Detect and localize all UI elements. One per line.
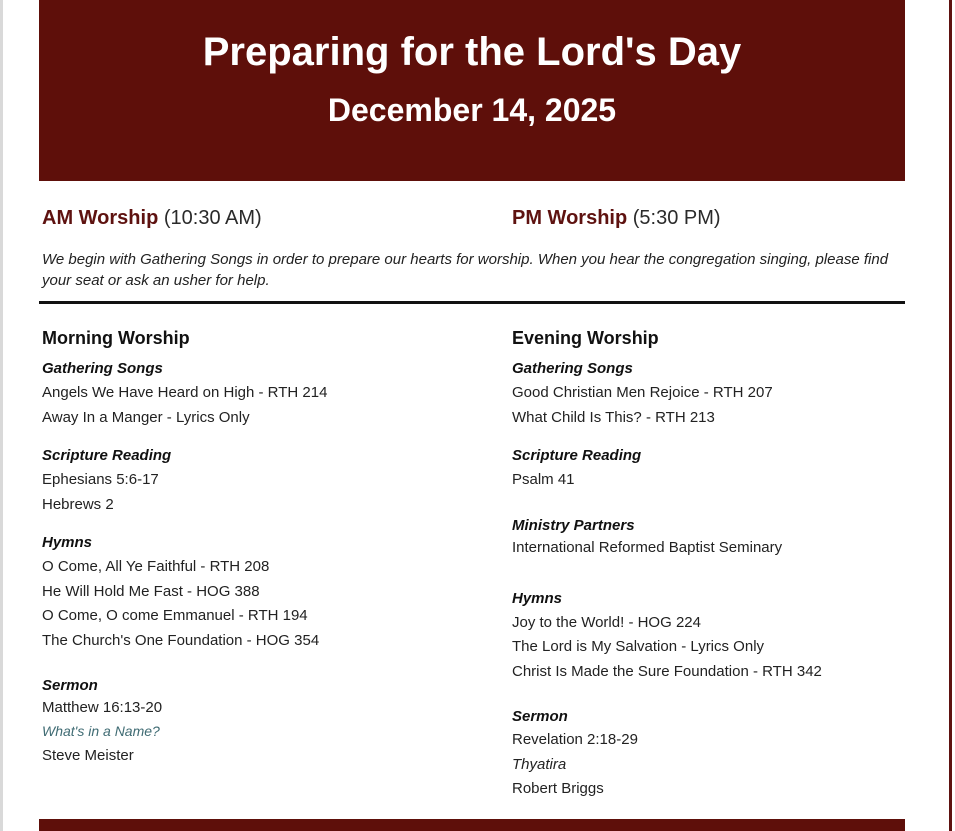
am-worship-heading	[42, 207, 262, 230]
page-left-edge	[0, 0, 3, 831]
evening-sermon-title: Thyatira	[512, 755, 567, 773]
morning-column	[42, 326, 462, 768]
evening-gathering-label: Gathering Songs	[512, 360, 633, 377]
evening-hymns-label: Hymns	[512, 589, 563, 607]
evening-partners-label: Ministry Partners	[512, 516, 635, 534]
pm-worship-label: PM Worship	[512, 207, 628, 229]
evening-gathering-song: Good Christian Men Rejoice - RTH 207	[512, 384, 773, 401]
page-right-border	[949, 0, 952, 831]
header-banner	[39, 0, 905, 181]
morning-sermon-text: Matthew 16:13-20	[42, 699, 163, 716]
evening-sermon-text: Revelation 2:18-29	[512, 731, 638, 748]
evening-partners: International Reformed Baptist Seminary	[512, 538, 783, 556]
page-date: December 14, 2025	[327, 92, 617, 128]
morning-title: Morning Worship	[42, 328, 190, 348]
morning-gathering-song: Angels We Have Heard on High - RTH 214	[42, 384, 328, 401]
evening-hymn: The Lord is My Salvation - Lyrics Only	[512, 638, 765, 655]
morning-scripture-item: Hebrews 2	[42, 495, 114, 513]
evening-hymn: Christ Is Made the Sure Foundation - RTH 342	[512, 662, 822, 680]
morning-gathering-label: Gathering Songs	[42, 360, 163, 377]
am-worship-label: AM Worship	[42, 207, 159, 229]
evening-preacher: Robert Briggs	[512, 780, 604, 797]
pm-worship-time: (5:30 PM)	[632, 207, 721, 229]
pm-worship-heading	[512, 207, 721, 230]
intro-text: We begin with Gathering Songs in order to prepare our hearts for worship. When you hear the congregation singing, please find your seat or ask an usher for help.	[42, 251, 889, 289]
footer-bar	[39, 819, 905, 831]
section-divider	[39, 301, 905, 304]
page-title: Preparing for the Lord's Day	[202, 30, 742, 74]
morning-hymn: O Come, All Ye Faithful - RTH 208	[42, 558, 270, 575]
evening-hymn: Joy to the World! - HOG 224	[512, 613, 701, 631]
evening-column	[512, 326, 932, 802]
morning-preacher: Steve Meister	[42, 746, 134, 764]
morning-hymn: O Come, O come Emmanuel - RTH 194	[42, 607, 308, 624]
evening-sermon-label: Sermon	[512, 708, 568, 725]
morning-gathering-song: Away In a Manger - Lyrics Only	[42, 408, 250, 426]
am-worship-time: (10:30 AM)	[163, 207, 262, 229]
morning-scripture-label: Scripture Reading	[42, 447, 172, 464]
evening-scripture-item: Psalm 41	[512, 471, 575, 488]
morning-hymn: The Church's One Foundation - HOG 354	[42, 631, 320, 649]
morning-sermon-label: Sermon	[42, 677, 98, 694]
morning-hymns-label: Hymns	[42, 534, 93, 551]
morning-hymn: He Will Hold Me Fast - HOG 388	[42, 582, 260, 600]
morning-scripture-item: Ephesians 5:6-17	[42, 471, 159, 488]
evening-title: Evening Worship	[512, 328, 659, 348]
evening-gathering-song: What Child Is This? - RTH 213	[512, 408, 715, 426]
evening-scripture-label: Scripture Reading	[512, 447, 642, 464]
morning-sermon-title: What's in a Name?	[42, 723, 160, 739]
